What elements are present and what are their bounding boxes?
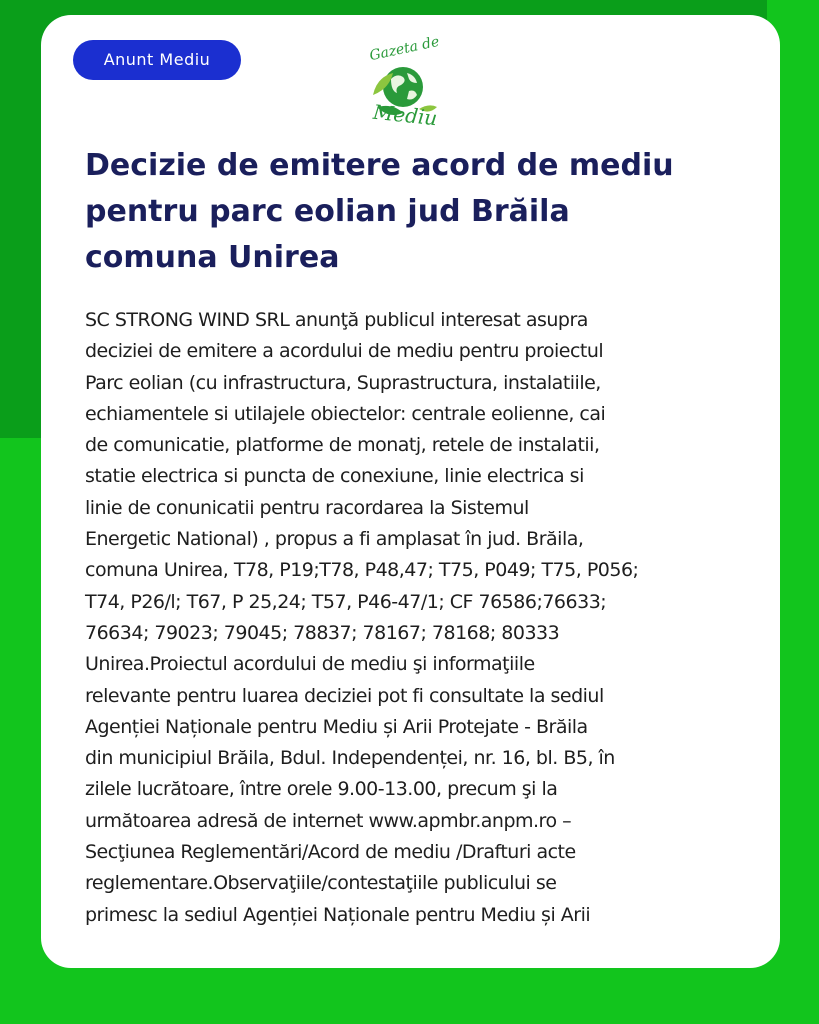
logo-text-top: Gazeta de [368, 33, 441, 65]
article-title: Decizie de emitere acord de mediu pentru parc eolian jud Brăila comuna Unirea [85, 148, 674, 275]
category-badge[interactable]: Anunt Mediu [73, 40, 241, 80]
article-body: SC STRONG WIND SRL anunţă publicul interesat asupra deciziei de emitere a acordului de mediu pentru proiectul Parc eolian (cu infrastructura, Suprastructura, instalatiile, echiamentele si utilajele obiectelor: centrale eolienne, cai de comunicatie, platforme de monatj, retele de instalatii, statie electrica si puncta de conexiune, linie electrica si linie de conunicatii pentru racordarea la Sistemul Energetic National) , propus a fi amplasat în jud. Brăila, comuna Unirea, T78, P19;T78, P48,47; T75, P049; T75, P056; T74, P26/l; T67, P 25,24; T57, P46-47/1; CF 76586;76633; 76634; 79023; 79045; 78837; 78167; 78168; 80333 Unirea.Proiectul acordului de mediu şi informaţiile relevante pentru luarea deciziei pot fi consultate la sediul Agenției Naționale pentru Mediu și Arii Protejate - Brăila din municipiul Brăila, Bdul. Independenței, nr. 16, bl. B5, în zilele lucrătoare, între orele 9.00-13.00, precum şi la următoarea adresă de internet www.apmbr.anpm.ro – Secţiunea Reglementări/Acord de mediu /Drafturi acte reglementare.Observaţiile/contestaţiile publicului se primesc la sediul Agenției Naționale pentru Mediu și Arii [85, 309, 639, 926]
gazeta-de-mediu-logo [357, 33, 447, 137]
announcement-card [41, 15, 780, 968]
logo-text-bottom: Mediu [371, 99, 439, 131]
